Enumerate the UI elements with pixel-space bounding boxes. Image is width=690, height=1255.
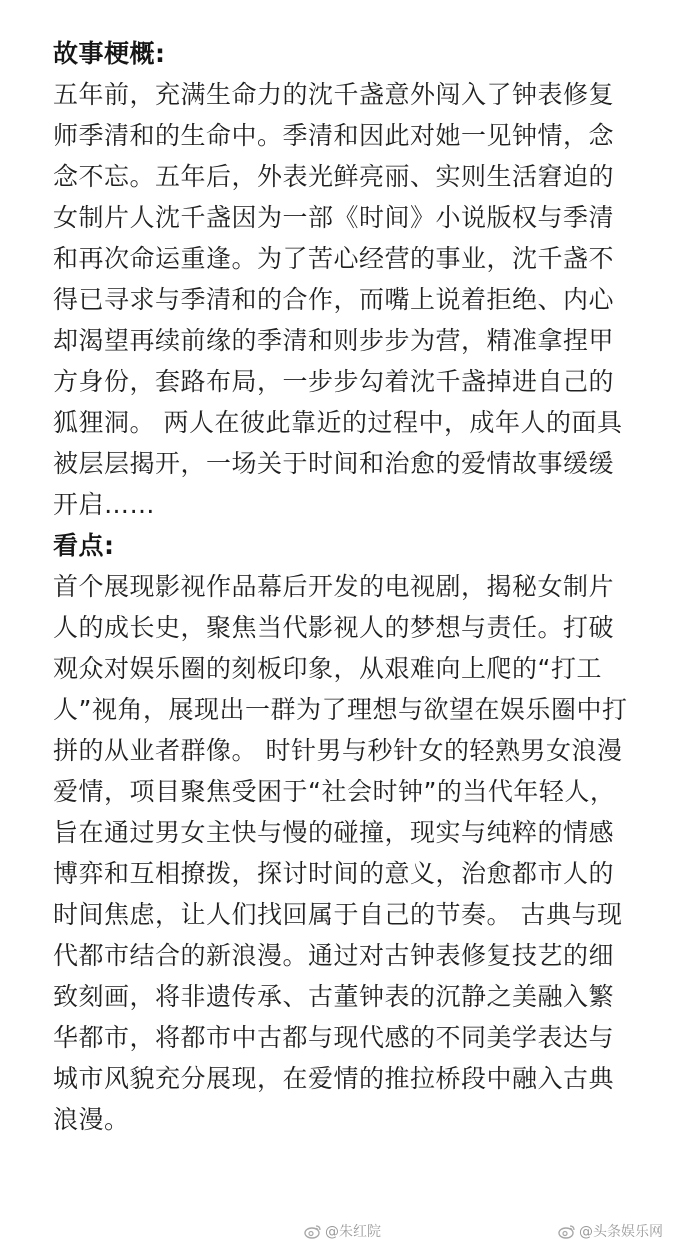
synopsis-paragraph (53, 74, 643, 525)
text-line: 拼的从业者群像。 时针男与秒针女的轻熟男女浪漫 (53, 736, 623, 765)
text-line: 开启…… (53, 490, 156, 519)
text-line: 博弈和互相撩拨，探讨时间的意义，治愈都市人的 (53, 859, 615, 888)
watermark-left-text: @朱红院 (325, 1224, 381, 1240)
text-line: 念不忘。五年后，外表光鲜亮丽、实则生活窘迫的 (53, 162, 615, 191)
weibo-icon (304, 1223, 322, 1239)
text-line: 女制片人沈千盏因为一部《时间》小说版权与季清 (53, 203, 615, 232)
text-line: 师季清和的生命中。季清和因此对她一见钟情，念 (53, 121, 615, 150)
text-line: 和再次命运重逢。为了苦心经营的事业，沈千盏不 (53, 244, 615, 273)
watermark-bar (0, 1217, 690, 1247)
text-line: 旨在通过男女主快与慢的碰撞，现实与纯粹的情感 (53, 818, 615, 847)
text-line: 人”视角，展现出一群为了理想与欲望在娱乐圈中打 (53, 695, 628, 724)
document-body (53, 33, 643, 1140)
text-line: 得已寻求与季清和的合作，而嘴上说着拒绝、内心 (53, 285, 615, 314)
text-line: 华都市，将都市中古都与现代感的不同美学表达与 (53, 1023, 615, 1052)
text-line: 致刻画，将非遗传承、古董钟表的沉静之美融入繁 (53, 982, 615, 1011)
watermark-right-text: @头条娱乐网 (579, 1224, 663, 1240)
highlights-heading: 看点: (53, 531, 115, 560)
text-line: 狐狸洞。 两人在彼此靠近的过程中，成年人的面具 (53, 408, 623, 437)
text-line: 被层层揭开，一场关于时间和治愈的爱情故事缓缓 (53, 449, 615, 478)
text-line: 浪漫。 (53, 1105, 130, 1134)
highlights-paragraph (53, 566, 643, 1140)
weibo-icon (558, 1223, 576, 1239)
text-line: 爱情，项目聚焦受困于“社会时钟”的当代年轻人， (53, 777, 616, 806)
text-line: 城市风貌充分展现，在爱情的推拉桥段中融入古典 (53, 1064, 615, 1093)
synopsis-heading: 故事梗概: (53, 39, 166, 68)
text-line: 人的成长史，聚焦当代影视人的梦想与责任。打破 (53, 613, 615, 642)
text-line: 却渴望再续前缘的季清和则步步为营，精准拿捏甲 (53, 326, 615, 355)
text-line: 五年前，充满生命力的沈千盏意外闯入了钟表修复 (53, 80, 615, 109)
watermark-right (558, 1221, 663, 1241)
text-line: 观众对娱乐圈的刻板印象，从艰难向上爬的“打工 (53, 654, 602, 683)
text-line: 代都市结合的新浪漫。通过对古钟表修复技艺的细 (53, 941, 615, 970)
text-line: 方身份，套路布局，一步步勾着沈千盏掉进自己的 (53, 367, 615, 396)
text-line: 首个展现影视作品幕后开发的电视剧，揭秘女制片 (53, 572, 615, 601)
text-line: 时间焦虑，让人们找回属于自己的节奏。 古典与现 (53, 900, 623, 929)
watermark-left (304, 1221, 381, 1241)
